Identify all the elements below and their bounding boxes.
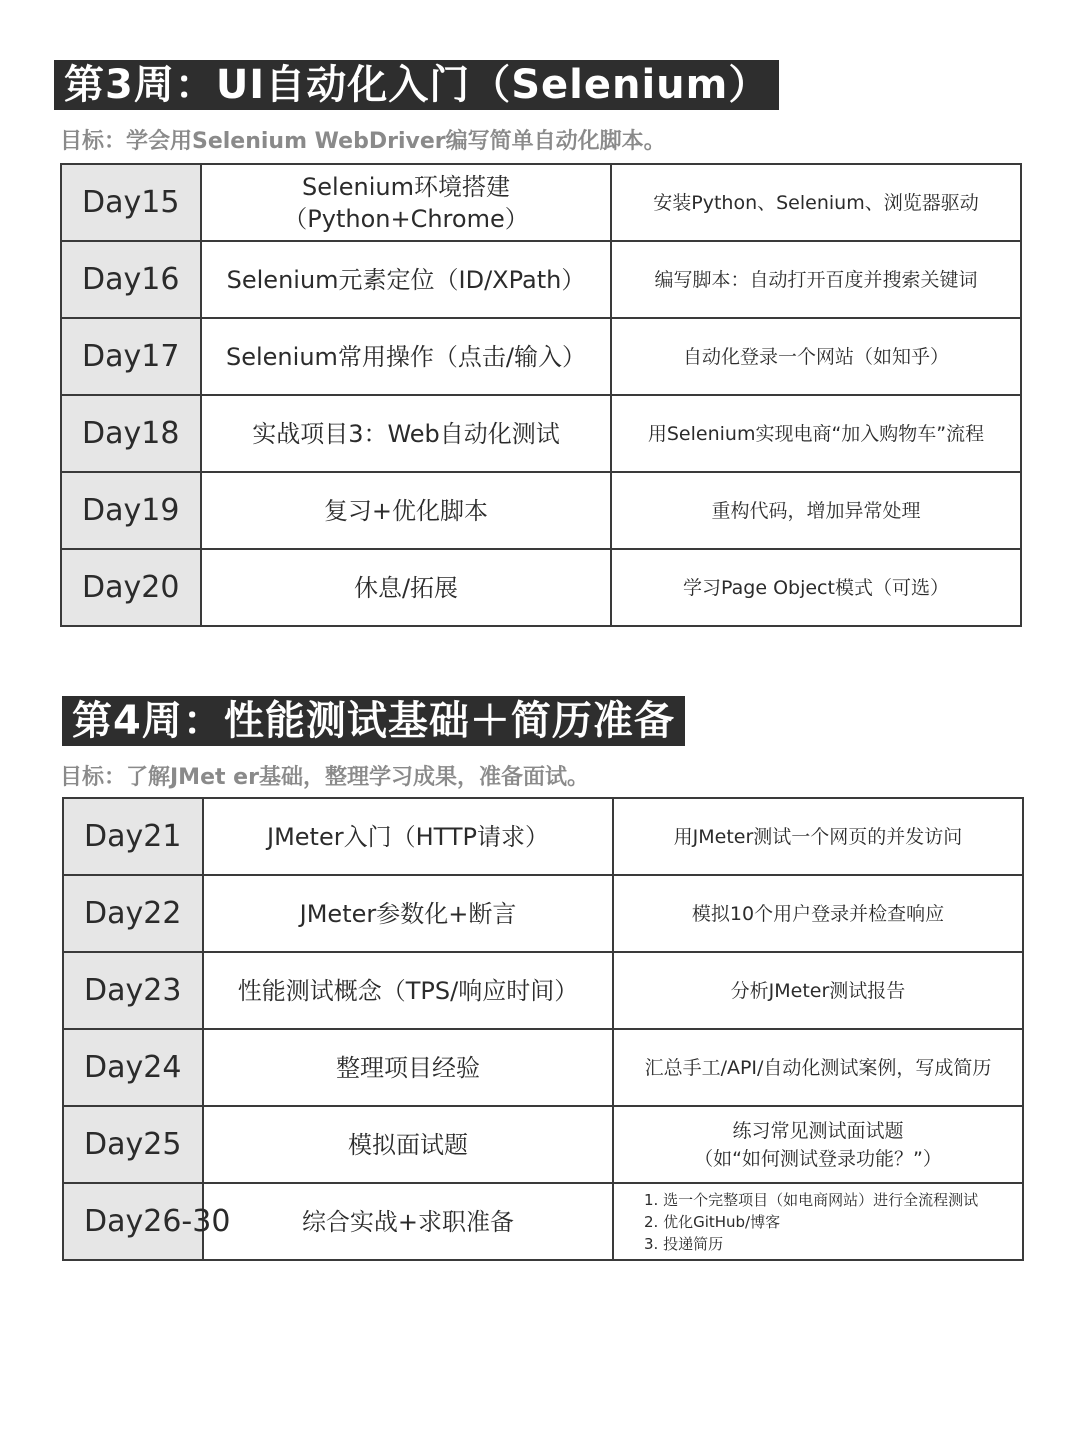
schedule-row	[63, 798, 1023, 875]
task-text: 用Selenium实现电商“加入购物车”流程	[647, 422, 985, 445]
topic-text: JMeter参数化+断言	[299, 899, 517, 928]
topic-cell	[203, 875, 613, 952]
week4-schedule-table	[62, 797, 1024, 1261]
schedule-row	[61, 472, 1021, 549]
week4-title: 第4周：性能测试基础＋简历准备	[62, 696, 685, 746]
schedule-row	[63, 952, 1023, 1029]
topic-cell	[201, 549, 611, 626]
topic-text: Selenium常用操作（点击/输入）	[226, 342, 586, 371]
schedule-row	[63, 875, 1023, 952]
day-label: Day22	[63, 875, 203, 952]
topic-cell	[203, 798, 613, 875]
task-cell	[611, 318, 1021, 395]
week3-schedule-table	[60, 163, 1022, 627]
schedule-row	[61, 318, 1021, 395]
topic-text: JMeter入门（HTTP请求）	[266, 822, 549, 851]
topic-text: 休息/拓展	[353, 573, 459, 602]
day-label: Day20	[61, 549, 201, 626]
task-text: 模拟10个用户登录并检查响应	[691, 902, 945, 925]
day-label: Day23	[63, 952, 203, 1029]
task-cell	[611, 549, 1021, 626]
topic-cell	[201, 472, 611, 549]
task-cell	[611, 241, 1021, 318]
day-label: Day16	[61, 241, 201, 318]
task-text: 2. 优化GitHub/博客	[644, 1212, 781, 1231]
topic-text: 模拟面试题	[348, 1130, 468, 1159]
task-text: 重构代码，增加异常处理	[711, 499, 921, 522]
task-text: 分析JMeter测试报告	[730, 979, 906, 1002]
task-text: 学习Page Object模式（可选）	[683, 576, 949, 599]
task-text: 汇总手工/API/自动化测试案例，写成简历	[644, 1056, 992, 1079]
day-label: Day24	[63, 1029, 203, 1106]
topic-text: 实战项目3：Web自动化测试	[252, 419, 560, 448]
schedule-row	[61, 164, 1021, 241]
schedule-row	[61, 549, 1021, 626]
task-cell	[611, 164, 1021, 241]
task-text: 用JMeter测试一个网页的并发访问	[673, 825, 963, 848]
topic-text: 整理项目经验	[336, 1053, 480, 1082]
schedule-row	[61, 395, 1021, 472]
topic-text: （Python+Chrome）	[283, 204, 529, 233]
task-text: （如“如何测试登录功能？”）	[694, 1147, 942, 1170]
topic-text: 性能测试概念（TPS/响应时间）	[237, 976, 579, 1005]
day-label: Day18	[61, 395, 201, 472]
topic-cell	[201, 164, 611, 241]
task-cell	[613, 1106, 1023, 1183]
schedule-row	[63, 1029, 1023, 1106]
topic-cell	[201, 395, 611, 472]
topic-cell	[203, 1029, 613, 1106]
task-text: 1. 选一个完整项目（如电商网站）进行全流程测试	[644, 1190, 979, 1209]
day-label: Day21	[63, 798, 203, 875]
task-text: 自动化登录一个网站（如知乎）	[682, 345, 949, 368]
task-cell	[611, 395, 1021, 472]
task-cell	[613, 952, 1023, 1029]
schedule-row	[61, 241, 1021, 318]
week4-goal: 目标：了解JMet er基础，整理学习成果，准备面试。	[60, 765, 589, 790]
topic-cell	[201, 318, 611, 395]
day-label: Day25	[63, 1106, 203, 1183]
topic-cell	[203, 1106, 613, 1183]
task-text: 编写脚本：自动打开百度并搜索关键词	[654, 268, 978, 291]
task-cell	[613, 798, 1023, 875]
week3-title: 第3周：UI自动化入门（Selenium）	[54, 60, 779, 110]
task-cell	[613, 1183, 1023, 1260]
schedule-row	[63, 1183, 1023, 1260]
day-label: Day19	[61, 472, 201, 549]
topic-text: 综合实战+求职准备	[301, 1207, 515, 1236]
week3-goal: 目标：学会用Selenium WebDriver编写简单自动化脚本。	[60, 129, 666, 154]
topic-text: Selenium元素定位（ID/XPath）	[226, 265, 586, 294]
topic-cell	[201, 241, 611, 318]
topic-cell	[203, 952, 613, 1029]
schedule-row	[63, 1106, 1023, 1183]
task-cell	[613, 875, 1023, 952]
task-text: 安装Python、Selenium、浏览器驱动	[653, 191, 979, 214]
task-cell	[613, 1029, 1023, 1106]
day-label: Day17	[61, 318, 201, 395]
topic-cell	[203, 1183, 613, 1260]
task-text: 练习常见测试面试题	[732, 1119, 904, 1142]
day-label: Day15	[61, 164, 201, 241]
task-text: 3. 投递简历	[644, 1234, 724, 1253]
topic-text: 复习+优化脚本	[323, 496, 489, 525]
task-cell	[611, 472, 1021, 549]
topic-text: Selenium环境搭建	[302, 172, 510, 201]
day-label: Day26-30	[63, 1183, 203, 1260]
